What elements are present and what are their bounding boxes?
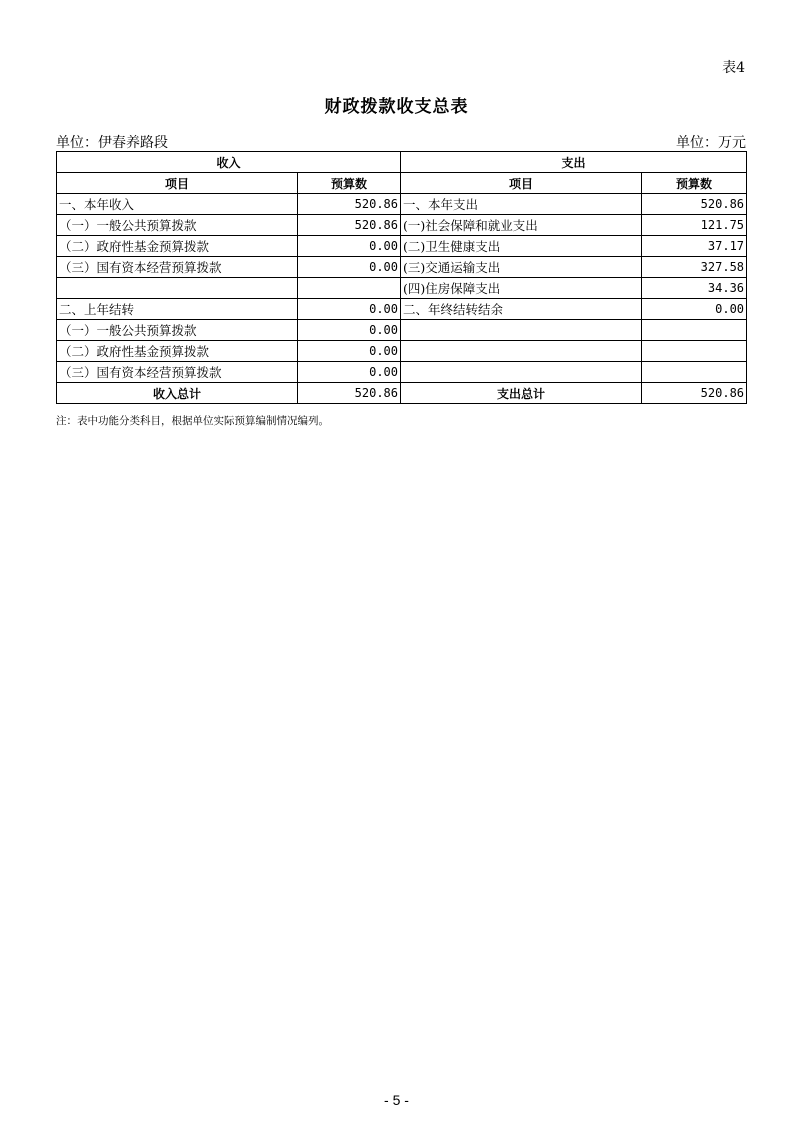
income-item-cell: 二、上年结转 [57,299,298,320]
income-total-amount: 520.86 [298,383,401,404]
income-item-cell: （一）一般公共预算拨款 [57,215,298,236]
income-item-cell: 一、本年收入 [57,194,298,215]
unit-row [56,132,746,150]
income-item-cell [57,278,298,299]
expense-item-cell: (三)交通运输支出 [401,257,642,278]
expense-amount-cell: 0.00 [642,299,747,320]
table-row [57,341,747,362]
income-item-header: 项目 [57,173,298,194]
table-row [57,320,747,341]
expense-amount-cell: 121.75 [642,215,747,236]
expense-total-label: 支出总计 [401,383,642,404]
total-row [57,383,747,404]
expense-item-cell [401,341,642,362]
expense-item-cell [401,362,642,383]
page-title: 财政拨款收支总表 [324,97,469,117]
page-number: - 5 - [384,1092,409,1108]
expense-item-cell: (二)卫生健康支出 [401,236,642,257]
expense-item-cell: (一)社会保障和就业支出 [401,215,642,236]
income-item-cell: （一）一般公共预算拨款 [57,320,298,341]
income-item-cell: （三）国有资本经营预算拨款 [57,257,298,278]
income-item-cell: （三）国有资本经营预算拨款 [57,362,298,383]
income-amount-cell: 520.86 [298,194,401,215]
expense-amount-cell: 327.58 [642,257,747,278]
income-amount-cell: 0.00 [298,236,401,257]
expense-amount-cell: 37.17 [642,236,747,257]
expense-item-cell [401,320,642,341]
expense-item-cell: 一、本年支出 [401,194,642,215]
table-number-label: 表4 [722,60,745,76]
income-amount-cell [298,278,401,299]
table-row [57,362,747,383]
income-section-header: 收入 [57,152,401,173]
footnote: 注：表中功能分类科目，根据单位实际预算编制情况编列。 [56,415,329,427]
expense-amount-cell [642,341,747,362]
expense-item-header: 项目 [401,173,642,194]
table-body [57,194,747,383]
expense-amount-cell [642,362,747,383]
expense-amount-cell [642,320,747,341]
table-row [57,236,747,257]
income-total-label: 收入总计 [57,383,298,404]
unit-organization: 单位：伊春养路段 [56,135,168,151]
income-item-cell: （二）政府性基金预算拨款 [57,236,298,257]
table-row [57,194,747,215]
expense-budget-header: 预算数 [642,173,747,194]
unit-currency: 单位：万元 [676,135,746,151]
column-header-row [57,173,747,194]
income-amount-cell: 0.00 [298,320,401,341]
expense-amount-cell: 34.36 [642,278,747,299]
table-row [57,257,747,278]
budget-summary-table [56,151,747,404]
income-amount-cell: 0.00 [298,362,401,383]
income-amount-cell: 0.00 [298,299,401,320]
income-amount-cell: 0.00 [298,257,401,278]
table-row [57,299,747,320]
income-amount-cell: 520.86 [298,215,401,236]
table-row [57,278,747,299]
income-amount-cell: 0.00 [298,341,401,362]
expense-item-cell: (四)住房保障支出 [401,278,642,299]
expense-item-cell: 二、年终结转结余 [401,299,642,320]
table-row [57,215,747,236]
expense-section-header: 支出 [401,152,747,173]
expense-amount-cell: 520.86 [642,194,747,215]
section-header-row [57,152,747,173]
expense-total-amount: 520.86 [642,383,747,404]
income-budget-header: 预算数 [298,173,401,194]
income-item-cell: （二）政府性基金预算拨款 [57,341,298,362]
